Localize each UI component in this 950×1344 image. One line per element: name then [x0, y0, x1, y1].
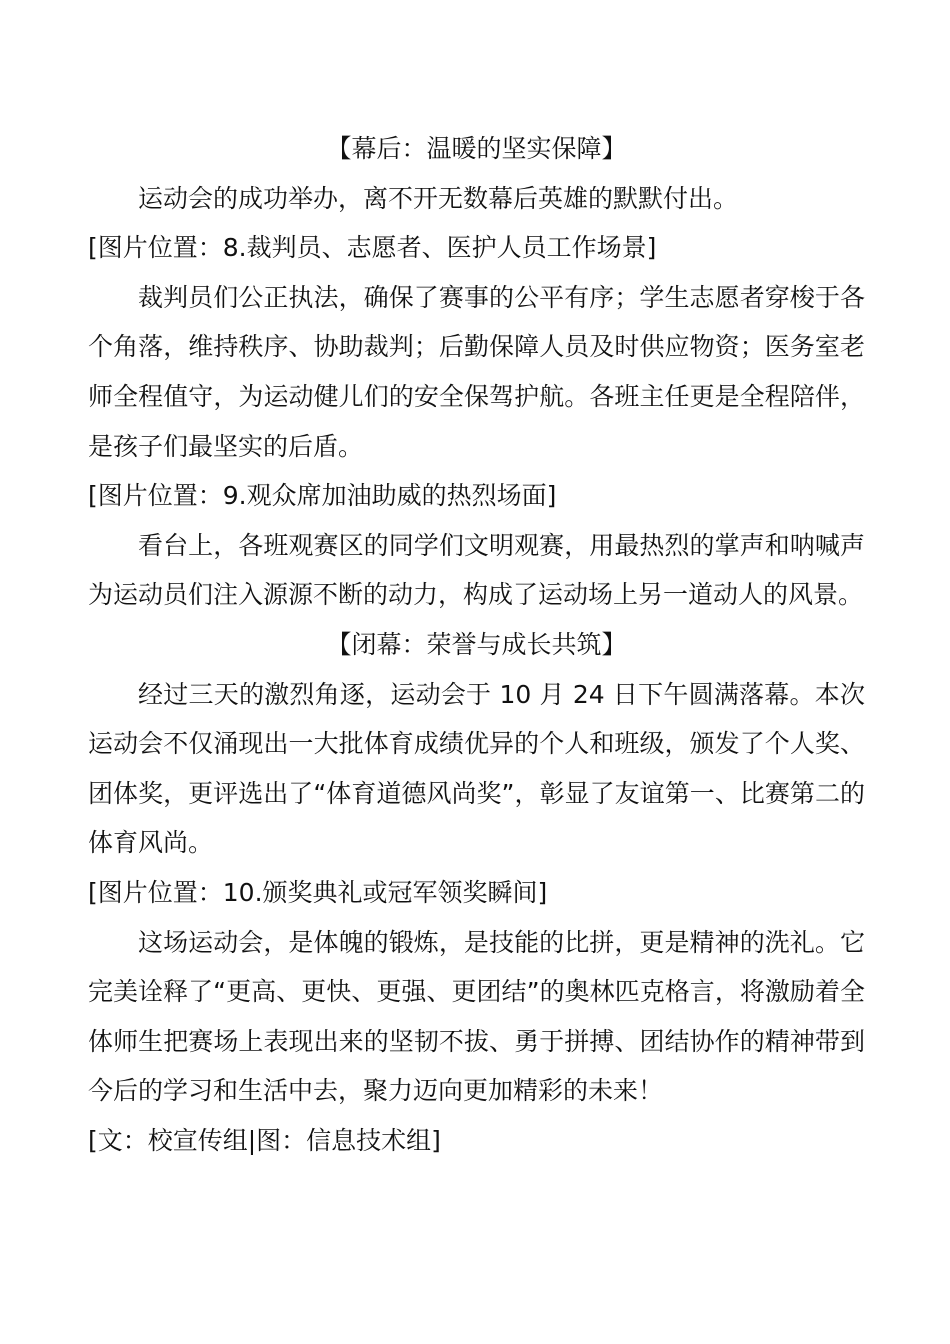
paragraph-staff: 裁判员们公正执法，确保了赛事的公平有序；学生志愿者穿梭于各个角落，维持秩序、协助裁判；后勤保障人员及时供应物资；医务室老师全程值守，为运动健儿们的安全保驾护航。各班主任更是全程陪伴，是孩子们最坚实的后盾。: [88, 282, 865, 461]
section-heading-closing: 【闭幕：荣誉与成长共筑】: [326, 629, 627, 659]
article-body: [88, 124, 865, 1165]
paragraph-conclusion: 这场运动会，是体魄的锻炼，是技能的比拼，更是精神的洗礼。它完美诠释了“更高、更快、更强、更团结”的奥林匹克格言，将激励着全体师生把赛场上表现出来的坚韧不拔、勇于拼搏、团结协作的精神带到今后的学习和生活中去，聚力迈向更加精彩的未来！: [88, 927, 865, 1106]
image-placeholder-10: [图片位置：10.颁奖典礼或冠军领奖瞬间]: [88, 877, 548, 907]
image-placeholder-9: [图片位置：9.观众席加油助威的热烈场面]: [88, 481, 557, 511]
image-placeholder-8: [图片位置：8.裁判员、志愿者、医护人员工作场景]: [88, 233, 657, 263]
paragraph-intro: 运动会的成功举办，离不开无数幕后英雄的默默付出。: [138, 183, 739, 213]
section-heading-behind-scenes: 【幕后：温暖的坚实保障】: [326, 134, 627, 163]
credits-line: [文：校宣传组|图：信息技术组]: [88, 1125, 441, 1155]
paragraph-closing: 经过三天的激烈角逐，运动会于 10 月 24 日下午圆满落幕。本次运动会不仅涌现出一大批体育成绩优异的个人和班级，颁发了个人奖、团体奖，更评选出了“体育道德风尚奖”，彰显了友谊第一、比赛第二的体育风尚。: [88, 679, 865, 858]
paragraph-spectators: 看台上，各班观赛区的同学们文明观赛，用最热烈的掌声和呐喊声为运动员们注入源源不断的动力，构成了运动场上另一道动人的风景。: [88, 530, 865, 610]
